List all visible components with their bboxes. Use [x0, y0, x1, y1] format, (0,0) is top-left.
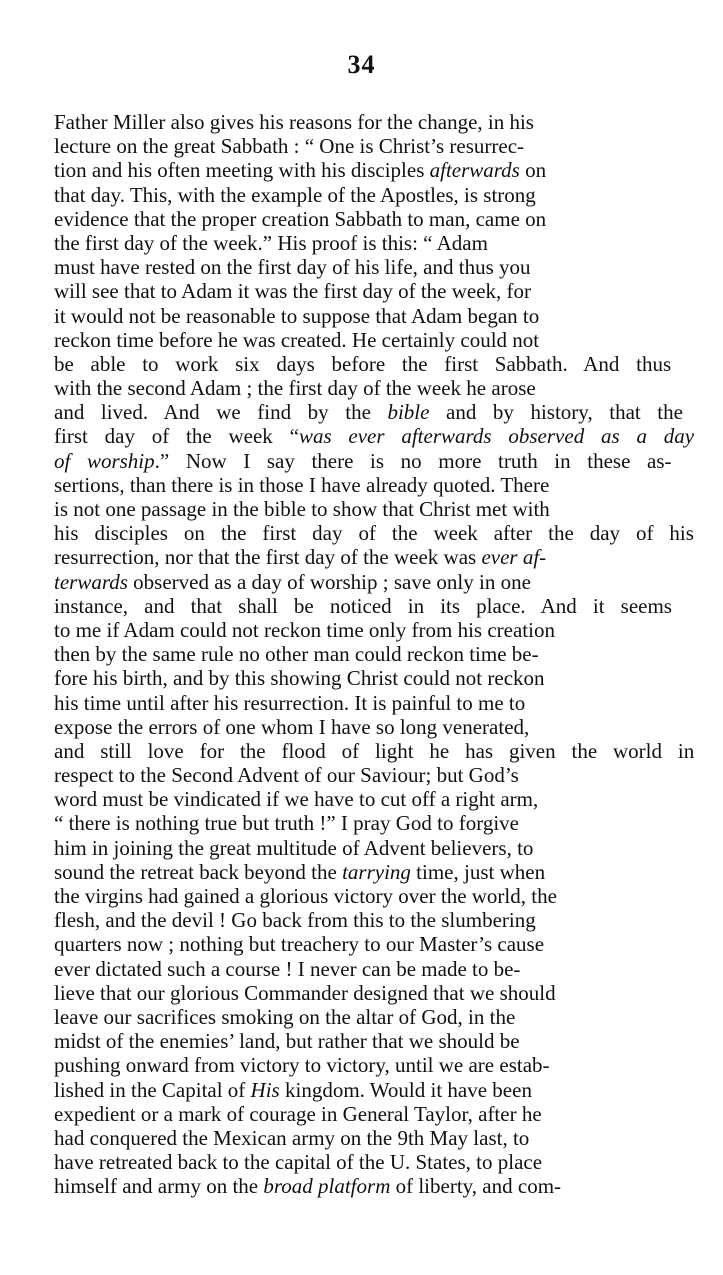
text-segment: lieve that our glorious Commander designed that we should [54, 980, 556, 1005]
text-segment: sertions, than there is in those I have already quoted. There [54, 472, 550, 497]
text-segment: word must be vindicated if we have to cut off a right arm, [54, 787, 539, 812]
text-segment: expose the errors of one whom I have so long venerated, [54, 714, 530, 739]
text-line [54, 110, 694, 134]
text-line [54, 739, 694, 763]
text-line [54, 207, 694, 231]
text-segment: the virgins had gained a glorious victory over the world, the [54, 884, 557, 908]
text-segment: sound the retreat back beyond the [54, 859, 343, 884]
text-segment: his time until after his resurrection. It is painful to me to [54, 690, 526, 715]
text-line [54, 594, 694, 618]
text-line [54, 255, 694, 279]
text-segment: the first day of the week.” His proof is this: “ Adam [54, 230, 488, 255]
text-segment: will see that to Adam it was the first day of the week, for [54, 279, 532, 304]
text-line [54, 1029, 694, 1053]
text-segment: to me if Adam could not reckon time only from his creation [54, 617, 555, 642]
text-line [54, 400, 694, 424]
text-line [54, 836, 694, 860]
text-line [54, 618, 694, 642]
text-segment: must have rested on the first day of his life, and thus you [54, 255, 531, 280]
text-line [54, 642, 694, 666]
text-line [54, 279, 694, 303]
italic-text: afterwards [429, 158, 520, 183]
text-line [54, 424, 694, 448]
text-segment: leave our sacrifices smoking on the altar of God, in the [54, 1004, 516, 1029]
italic-text: His [250, 1077, 280, 1102]
text-line [54, 158, 694, 182]
text-line [54, 231, 694, 255]
italic-text: tarrying [342, 859, 411, 884]
text-segment: himself and army on the [54, 1174, 264, 1199]
text-line [54, 1174, 694, 1198]
text-line [54, 183, 694, 207]
text-segment: evidence that the proper creation Sabbath to man, came on [54, 206, 547, 231]
text-line [54, 449, 694, 473]
text-segment: midst of the enemies’ land, but rather that we should be [54, 1029, 520, 1054]
text-line [54, 908, 694, 932]
text-segment: ever dictated such a course ! I never can be made to be- [54, 956, 521, 981]
text-segment: have retreated back to the capital of the U. States, to place [54, 1150, 543, 1175]
text-line [54, 328, 694, 352]
text-line [54, 787, 694, 811]
text-segment: “ there is nothing true but truth !” I pray God to forgive [54, 811, 519, 836]
text-segment: be able to work six days before the first Sabbath. And thus [54, 351, 672, 376]
text-line [54, 860, 694, 884]
text-line [54, 1053, 694, 1077]
text-line [54, 981, 694, 1005]
text-segment: .” Now I say there is no more truth in these as- [154, 448, 672, 473]
text-segment: pushing onward from victory to victory, until we are estab- [54, 1053, 550, 1078]
text-line [54, 811, 694, 835]
text-segment: that day. This, with the example of the Apostles, is strong [54, 182, 536, 207]
text-segment: fore his birth, and by this showing Christ could not reckon [54, 666, 545, 691]
text-line [54, 763, 694, 787]
text-segment: expedient or a mark of courage in General Taylor, after he [54, 1101, 542, 1126]
text-segment: instance, and that shall be noticed in its place. And it seems [54, 593, 672, 618]
text-segment: quarters now ; nothing but treachery to our Master’s cause [54, 932, 545, 957]
text-line [54, 376, 694, 400]
italic-text: bible [387, 400, 430, 425]
text-line [54, 1126, 694, 1150]
text-line [54, 884, 694, 908]
text-segment: kingdom. Would it have been [279, 1077, 532, 1102]
text-line [54, 666, 694, 690]
text-line [54, 1102, 694, 1126]
italic-text: ever af- [481, 545, 547, 570]
text-segment: then by the same rule no other man could reckon time be- [54, 642, 539, 667]
text-segment: resurrection, nor that the first day of the week was [54, 545, 482, 570]
text-segment: his disciples on the first day of the week after the day of his [54, 521, 694, 546]
text-segment: is not one passage in the bible to show that Christ met with [54, 497, 550, 521]
text-segment: respect to the Second Advent of our Saviour; but God’s [54, 763, 519, 788]
text-line [54, 134, 694, 158]
text-segment: tion and his often meeting with his disciples [54, 158, 430, 183]
text-segment: first day of the week “ [54, 424, 299, 449]
text-segment: him in joining the great multitude of Advent believers, to [54, 835, 534, 860]
text-line [54, 957, 694, 981]
italic-text: of worship [54, 448, 155, 473]
text-line [54, 715, 694, 739]
italic-text: broad platform [263, 1174, 391, 1199]
italic-text: terwards [54, 569, 128, 594]
text-line [54, 497, 694, 521]
text-segment: lecture on the great Sabbath : “ One is Christ’s resurrec- [54, 134, 525, 159]
text-line [54, 570, 694, 594]
text-segment: it would not be reasonable to suppose that Adam began to [54, 303, 540, 328]
text-line [54, 691, 694, 715]
text-line [54, 521, 694, 545]
text-segment: of liberty, and com- [390, 1174, 562, 1199]
text-line [54, 304, 694, 328]
text-line [54, 352, 694, 376]
text-line [54, 932, 694, 956]
text-segment: on [519, 158, 547, 183]
text-segment: lished in the Capital of [54, 1077, 251, 1102]
text-segment: flesh, and the devil ! Go back from this to the slumbering [54, 908, 536, 933]
text-segment: reckon time before he was created. He certainly could not [54, 327, 540, 352]
text-segment: with the second Adam ; the first day of the week he arose [54, 376, 536, 401]
text-line [54, 473, 694, 497]
text-line [54, 1150, 694, 1174]
text-segment: and by history, that the [429, 400, 683, 425]
text-segment: had conquered the Mexican army on the 9th May last, to [54, 1125, 530, 1150]
italic-text: was ever afterwards observed as a day [298, 424, 695, 449]
text-segment: and still love for the flood of light he has given the world in [54, 738, 695, 763]
text-line [54, 1078, 694, 1102]
page-number: 34 [347, 50, 376, 79]
text-segment: time, just when [410, 859, 546, 884]
text-line [54, 1005, 694, 1029]
text-segment: Father Miller also gives his reasons for the change, in his [54, 110, 534, 134]
text-segment: and lived. And we find by the [54, 400, 388, 425]
body-text [54, 110, 694, 1198]
text-segment: observed as a day of worship ; save only in one [127, 569, 531, 594]
text-line [54, 545, 694, 569]
